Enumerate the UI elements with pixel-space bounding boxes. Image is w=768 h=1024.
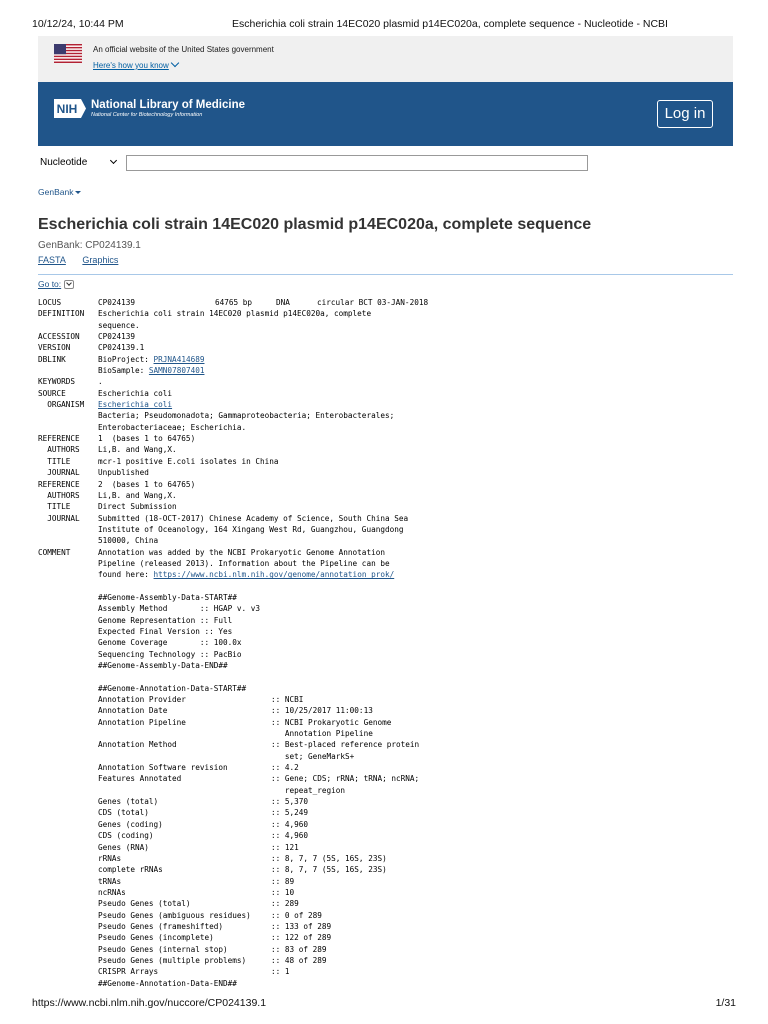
flatfile-text: 1 (bases 1 to 64765) [98, 434, 196, 444]
fasta-link[interactable]: FASTA [38, 255, 66, 265]
annotation-value: set; GeneMarkS+ [271, 751, 355, 761]
flatfile-value [98, 683, 246, 694]
flatfile-value [98, 637, 241, 648]
annotation-row [38, 751, 738, 762]
flatfile-value [98, 376, 103, 387]
flatfile-row [38, 388, 738, 399]
how-you-know-label: Here's how you know [93, 61, 169, 70]
flatfile-row [38, 331, 738, 342]
print-page-title: Escherichia coli strain 14EC020 plasmid p14EC020a, complete sequence - Nucleotide - NCBI [232, 18, 668, 30]
annotation-value: :: 4,960 [271, 819, 309, 829]
annotation-value: :: 89 [271, 876, 295, 886]
annotation-value: :: 10/25/2017 11:00:13 [271, 706, 373, 716]
flatfile-text: Escherichia coli [98, 388, 173, 398]
flatfile-text: Expected Final Version :: Yes [98, 626, 233, 636]
flatfile-key: VERSION [38, 343, 71, 353]
annotation-label: Features Annotated [98, 774, 182, 784]
flatfile-text: Li,B. and Wang,X. [98, 490, 177, 500]
annotation-row [38, 796, 738, 807]
flatfile-text: BioSample: [98, 366, 149, 376]
flatfile-value [98, 467, 149, 478]
flatfile-value [98, 547, 385, 558]
annotation-label: Annotation Software revision [98, 763, 228, 773]
database-select[interactable] [38, 155, 122, 171]
print-url: https://www.ncbi.nlm.nih.gov/nuccore/CP024139.1 [32, 997, 267, 1009]
flatfile-row [38, 626, 738, 637]
flatfile-key: REFERENCE [38, 479, 80, 489]
flatfile-value [98, 490, 177, 501]
flatfile-text: Annotation was added by the NCBI Prokaryotic Genome Annotation [98, 547, 385, 557]
flatfile-row [38, 581, 738, 592]
record-title: Escherichia coli strain 14EC020 plasmid p14EC020a, complete sequence [38, 216, 592, 233]
flatfile-text: ##Genome-Assembly-Data-END## [98, 661, 228, 670]
flatfile-text: mcr-1 positive E.coli isolates in China [98, 456, 279, 466]
flatfile-value [98, 592, 237, 603]
annotation-row [38, 921, 738, 932]
annotation-row [38, 887, 738, 898]
genbank-format-menu[interactable] [38, 187, 81, 197]
flatfile-value [98, 331, 135, 342]
annotation-label: CRISPR Arrays [98, 967, 159, 977]
site-title[interactable]: National Library of Medicine [91, 99, 245, 111]
gov-banner-text: An official website of the United States government [93, 45, 274, 54]
flatfile-value [98, 479, 195, 490]
annotation-row [38, 842, 738, 853]
flatfile-key: KEYWORDS [38, 377, 76, 387]
annotation-value: Annotation Pipeline [271, 729, 373, 739]
flatfile-value [98, 388, 172, 399]
flatfile-link[interactable]: Escherichia coli [98, 400, 173, 410]
flatfile-row [38, 376, 738, 387]
annotation-row [38, 762, 738, 773]
flatfile-row [38, 513, 738, 524]
annotation-label: Pseudo Genes (total) [98, 899, 191, 909]
genbank-menu-label: GenBank [38, 187, 74, 197]
annotation-row [38, 807, 738, 818]
locus-key: LOCUS [38, 298, 62, 307]
annotation-label: Annotation Date [98, 706, 168, 716]
flatfile-row [38, 342, 738, 353]
flatfile-row [38, 660, 738, 671]
flatfile-value [98, 422, 246, 433]
flatfile-row [38, 524, 738, 535]
annotation-value: :: 121 [271, 842, 299, 852]
flatfile-row [38, 637, 738, 648]
flatfile-row [38, 354, 738, 365]
print-timestamp: 10/12/24, 10:44 PM [32, 18, 124, 30]
locus-name: CP024139 [98, 298, 136, 307]
annotation-value: :: 0 of 289 [271, 910, 322, 920]
annotation-label: Annotation Pipeline [98, 717, 186, 727]
flatfile-row [38, 649, 738, 660]
annotation-label: Pseudo Genes (multiple problems) [98, 955, 247, 965]
flatfile-row [38, 444, 738, 455]
flatfile-row [38, 490, 738, 501]
goto-label: Go to: [38, 279, 62, 289]
annotation-label: Pseudo Genes (ambiguous residues) [98, 910, 251, 920]
flatfile-value [98, 410, 394, 421]
caret-down-icon [75, 191, 81, 194]
annotation-row [38, 944, 738, 955]
genbank-flatfile [38, 297, 738, 989]
annotation-value: :: 4,960 [271, 831, 309, 841]
flatfile-value [98, 524, 403, 535]
flatfile-key: AUTHORS [38, 445, 80, 455]
annotation-row [38, 819, 738, 830]
annotation-value: :: NCBI Prokaryotic Genome [271, 717, 392, 727]
annotation-label: Pseudo Genes (internal stop) [98, 944, 228, 954]
annotation-value: :: 5,249 [271, 808, 309, 818]
annotation-label: complete rRNAs [98, 865, 163, 875]
flatfile-row [38, 569, 738, 580]
annotation-label: Genes (total) [98, 797, 159, 807]
flatfile-row [38, 479, 738, 490]
flatfile-value [98, 558, 390, 569]
flatfile-text: ##Genome-Annotation-Data-START## [98, 683, 247, 693]
annotation-row [38, 932, 738, 943]
flatfile-row [38, 501, 738, 512]
flatfile-text: Enterobacteriaceae; Escherichia. [98, 422, 247, 432]
flatfile-text: Li,B. and Wang,X. [98, 445, 177, 455]
how-you-know-link[interactable] [93, 61, 178, 70]
flatfile-value [98, 456, 279, 467]
flatfile-text: BioProject: [98, 354, 154, 364]
chevron-down-icon [171, 59, 179, 67]
annotation-value: :: 5,370 [271, 797, 309, 807]
annotation-value: :: 289 [271, 899, 299, 909]
flatfile-text: found here: [98, 570, 154, 580]
nih-logo-text: NIH [56, 102, 78, 116]
flatfile-row [38, 467, 738, 478]
annotation-value: :: 8, 7, 7 (5S, 16S, 23S) [271, 853, 387, 863]
flatfile-row [38, 410, 738, 421]
flatfile-key: AUTHORS [38, 490, 80, 500]
site-subtitle: National Center for Biotechnology Information [91, 112, 203, 118]
annotation-label: CDS (coding) [98, 831, 154, 841]
flatfile-text: Bacteria; Pseudomonadota; Gammaproteobacteria; Enterobacterales; [98, 411, 395, 421]
flatfile-text: 2 (bases 1 to 64765) [98, 479, 196, 489]
annotation-row [38, 864, 738, 875]
flatfile-value [98, 501, 177, 512]
annotation-value: :: Gene; CDS; rRNA; tRNA; ncRNA; [271, 774, 420, 784]
annotation-end-marker: ##Genome-Annotation-Data-END## [98, 978, 237, 988]
locus-length: 64765 bp [215, 298, 253, 307]
annotation-label: Annotation Provider [98, 695, 186, 705]
annotation-label: Annotation Method [98, 740, 177, 750]
annotation-value: :: 10 [271, 887, 295, 897]
annotation-row [38, 705, 738, 716]
flatfile-row [38, 615, 738, 626]
annotation-label: rRNAs [98, 853, 122, 863]
print-page-number: 1/31 [715, 997, 736, 1009]
flatfile-text: ##Genome-Assembly-Data-START## [98, 592, 237, 602]
flatfile-key: DBLINK [38, 354, 66, 364]
annotation-label: Pseudo Genes (frameshifted) [98, 921, 223, 931]
flatfile-key: COMMENT [38, 547, 71, 557]
view-links [38, 255, 132, 265]
flatfile-link[interactable]: https://www.ncbi.nlm.nih.gov/genome/annotation_prok/ [153, 570, 395, 580]
annotation-label: tRNAs [98, 876, 122, 886]
flatfile-value [98, 399, 172, 410]
locus-moltype: DNA [276, 298, 290, 307]
flatfile-value [98, 615, 232, 626]
flatfile-key: REFERENCE [38, 434, 80, 444]
annotation-row [38, 785, 738, 796]
print-header [32, 18, 736, 32]
site-header [38, 82, 733, 146]
print-footer [32, 997, 736, 1011]
annotation-row [38, 830, 738, 841]
flatfile-link[interactable]: PRJNA414689 [153, 354, 205, 364]
annotation-value: :: 122 of 289 [271, 933, 332, 943]
annotation-value: :: Best-placed reference protein [271, 740, 420, 750]
flatfile-value [98, 444, 177, 455]
graphics-link[interactable]: Graphics [82, 255, 119, 265]
flatfile-text: . [98, 377, 103, 387]
flatfile-value [98, 660, 228, 671]
flatfile-value [98, 649, 241, 660]
flatfile-row [38, 399, 738, 410]
goto-menu[interactable] [38, 279, 74, 289]
flatfile-row [38, 671, 738, 682]
annotation-label: Genes (coding) [98, 819, 163, 829]
flatfile-row [38, 592, 738, 603]
annotation-row [38, 966, 738, 977]
flatfile-key: ACCESSION [38, 332, 80, 342]
annotation-label: Genes (RNA) [98, 842, 149, 852]
annotation-label: CDS (total) [98, 808, 149, 818]
annotation-value: :: 1 [271, 967, 290, 977]
flatfile-row [38, 456, 738, 467]
record-accession: GenBank: CP024139.1 [38, 240, 141, 251]
flatfile-value [98, 569, 394, 580]
flatfile-value [98, 535, 158, 546]
flatfile-row [38, 320, 738, 331]
annotation-row [38, 910, 738, 921]
flatfile-value [98, 320, 140, 331]
annotation-label: Pseudo Genes (incomplete) [98, 933, 214, 943]
annotation-value: :: 48 of 289 [271, 955, 327, 965]
annotation-value: repeat_region [271, 785, 346, 795]
flatfile-key: SOURCE [38, 388, 66, 398]
flatfile-value [98, 513, 408, 524]
flatfile-value [98, 308, 371, 319]
locus-topology-date: circular BCT 03-JAN-2018 [317, 298, 429, 307]
flatfile-link[interactable]: SAMN07807401 [148, 366, 205, 376]
flatfile-text: Submitted (18-OCT-2017) Chinese Academy of Science, South China Sea [98, 513, 409, 523]
annotation-row [38, 853, 738, 864]
annotation-row [38, 773, 738, 784]
flatfile-value [98, 354, 204, 365]
flatfile-text: Sequencing Technology :: PacBio [98, 649, 242, 659]
login-button[interactable]: Log in [657, 100, 713, 128]
annotation-end-row [38, 978, 738, 989]
flatfile-value [98, 626, 232, 637]
flatfile-key: TITLE [38, 502, 71, 512]
flatfile-key: JOURNAL [38, 513, 80, 523]
flatfile-row [38, 308, 738, 319]
flatfile-text: Direct Submission [98, 502, 177, 512]
flatfile-text: Escherichia coli strain 14EC020 plasmid p14EC020a, complete [98, 309, 372, 319]
annotation-value: :: NCBI [271, 695, 304, 705]
annotation-row [38, 898, 738, 909]
flatfile-text: sequence. [98, 320, 140, 330]
flatfile-value [98, 433, 195, 444]
flatfile-row [38, 535, 738, 546]
flatfile-row [38, 683, 738, 694]
flatfile-row [38, 558, 738, 569]
flatfile-text: Unpublished [98, 468, 149, 478]
annotation-label: ncRNAs [98, 887, 126, 897]
annotation-row [38, 739, 738, 750]
flatfile-row [38, 603, 738, 614]
flatfile-text: 510000, China [98, 536, 159, 546]
annotation-value: :: 8, 7, 7 (5S, 16S, 23S) [271, 865, 387, 875]
nih-logo-icon[interactable] [54, 99, 86, 118]
flatfile-row [38, 547, 738, 558]
flatfile-key: ORGANISM [38, 400, 85, 410]
flatfile-text: CP024139 [98, 332, 136, 342]
flatfile-value [98, 342, 144, 353]
search-input[interactable] [126, 155, 588, 171]
database-selected: Nucleotide [40, 157, 88, 168]
flatfile-key: TITLE [38, 456, 71, 466]
divider [38, 274, 733, 275]
flatfile-value [98, 365, 204, 376]
annotation-row [38, 717, 738, 728]
annotation-value: :: 4.2 [271, 763, 299, 773]
flatfile-key: JOURNAL [38, 468, 80, 478]
annotation-value: :: 83 of 289 [271, 944, 327, 954]
annotation-row [38, 876, 738, 887]
us-flag-icon [54, 44, 82, 63]
flatfile-value [98, 603, 260, 614]
gov-banner [38, 36, 733, 82]
annotation-row [38, 728, 738, 739]
flatfile-row [38, 365, 738, 376]
flatfile-text: Assembly Method :: HGAP v. v3 [98, 604, 260, 614]
chevron-down-icon [64, 280, 74, 289]
flatfile-text: Genome Coverage :: 100.0x [98, 638, 242, 648]
annotation-row [38, 694, 738, 705]
flatfile-text: Genome Representation :: Full [98, 615, 233, 625]
flatfile-row [38, 422, 738, 433]
annotation-value: :: 133 of 289 [271, 921, 332, 931]
flatfile-text: Institute of Oceanology, 164 Xingang West Rd, Guangzhou, Guangdong [98, 524, 404, 534]
annotation-row [38, 955, 738, 966]
flatfile-text: CP024139.1 [98, 343, 145, 353]
locus-row [38, 297, 738, 308]
chevron-down-icon [110, 157, 117, 164]
flatfile-row [38, 433, 738, 444]
flatfile-key: DEFINITION [38, 309, 85, 319]
flatfile-text: Pipeline (released 2013). Information about the Pipeline can be [98, 558, 390, 568]
